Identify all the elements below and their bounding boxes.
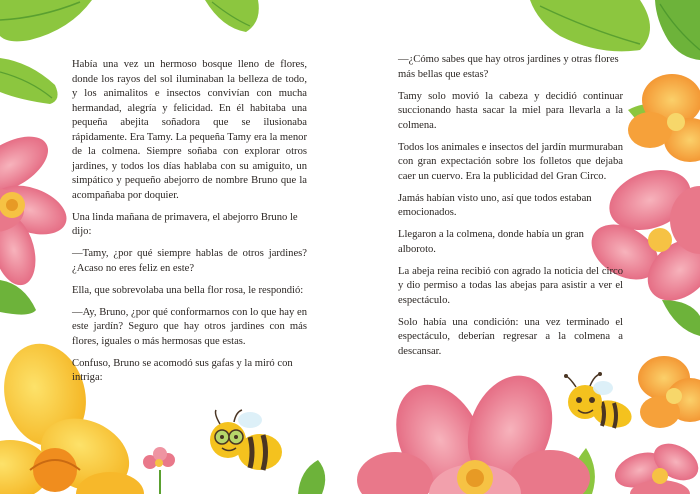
paragraph: —Ay, Bruno, ¿por qué conformarnos con lo que hay en este jardín? Seguro que hay otros jardines con más flores, iguales o más hermosas que estas. bbox=[72, 306, 307, 347]
yellow-flower-icon bbox=[638, 356, 700, 428]
paragraph: Había una vez un hermoso bosque lleno de flores, donde los rayos del sol iluminaban la belleza de todo, y los animalitos e insectos convivían con mucha hermandad, alegría y felicidad. En él habitaba una pequeña abejita soñadora que se ilusionaba rápidamente. Era Tamy. La pequeña Tamy era la menor de la colmena. Siempre soñaba con explorar otros jardines, y todos los días hablaba con su amiguito, un simpático y pequeño abejorro de nombre Bruno que la acompañaba por doquier. bbox=[72, 59, 307, 201]
leaf-icon bbox=[662, 300, 700, 336]
leaf-icon bbox=[0, 280, 36, 315]
leaf-icon bbox=[205, 0, 259, 32]
paragraph: Confuso, Bruno se acomodó sus gafas y la miró con intriga: bbox=[72, 357, 293, 383]
leaf-icon bbox=[0, 0, 92, 41]
bee-tamy-icon bbox=[564, 372, 635, 432]
leaf-icon bbox=[530, 0, 650, 51]
yellow-flower-icon bbox=[628, 74, 700, 162]
leaf-icon bbox=[0, 58, 58, 104]
pink-flower-icon bbox=[143, 447, 175, 494]
paragraph: Jamás habían visto uno, así que todos estaban emocionados. bbox=[398, 192, 592, 218]
pink-flower-icon bbox=[0, 125, 73, 290]
paragraph: Una linda mañana de primavera, el abejorro Bruno le dijo: bbox=[72, 211, 298, 237]
leaf-icon bbox=[298, 460, 325, 494]
paragraph: Solo había una condición: una vez terminado el espectáculo, deberían regresar a la colmena a descansar. bbox=[398, 316, 623, 357]
left-page-text bbox=[72, 58, 307, 393]
paragraph: Todos los animales e insectos del jardín murmuraban con gran expectación sobre los folletos que dejaba caer un cuervo. Era la publicidad del Gran Circo. bbox=[398, 141, 623, 182]
bee-bruno-icon bbox=[210, 410, 282, 470]
pink-flower-icon bbox=[357, 364, 590, 494]
leaf-icon bbox=[655, 0, 700, 60]
paragraph: La abeja reina recibió con agrado la noticia del circo y dio permiso a todas las abejas para asistir a ver el espectáculo. bbox=[398, 265, 623, 306]
paragraph: —Tamy, ¿por qué siempre hablas de otros jardines? ¿Acaso no eres feliz en este? bbox=[72, 248, 307, 274]
paragraph: Tamy solo movió la cabeza y decidió continuar succionando hasta sacar la miel para llevarla a la colmena. bbox=[398, 90, 623, 131]
paragraph: Llegaron a la colmena, donde había un gran alboroto. bbox=[398, 229, 584, 255]
pink-flower-icon bbox=[610, 436, 700, 494]
right-page-text bbox=[398, 53, 623, 367]
paragraph: Ella, que sobrevolaba una bella flor rosa, le respondió: bbox=[72, 284, 304, 296]
paragraph: —¿Cómo sabes que hay otros jardines y otras flores más bellas que estas? bbox=[398, 54, 619, 80]
